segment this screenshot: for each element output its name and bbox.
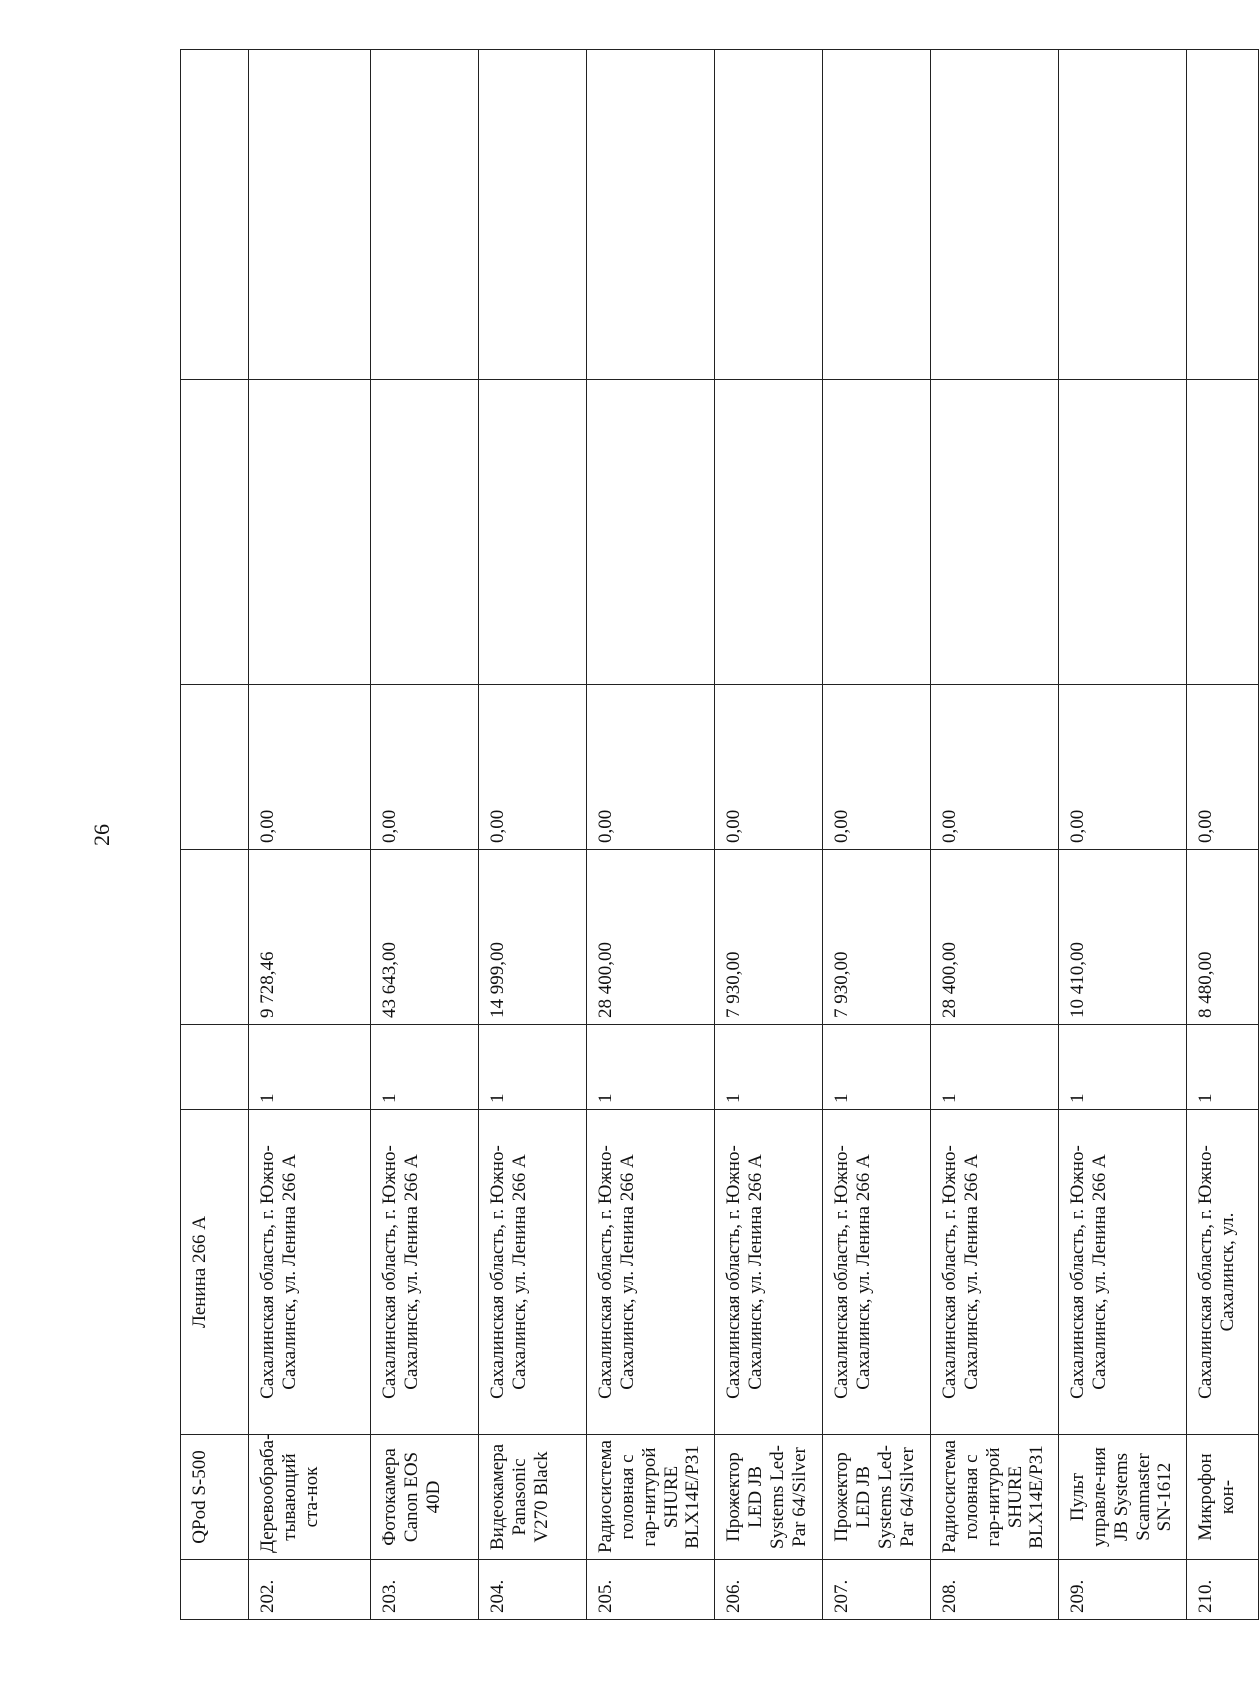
inventory-table	[180, 49, 1259, 1620]
cell-extra-1	[371, 380, 479, 685]
cell-extra-2	[249, 50, 371, 380]
cell-quantity: 1	[249, 1025, 371, 1110]
cell-depreciation	[181, 685, 249, 850]
cell-number: 206.	[715, 1560, 823, 1620]
cell-depreciation: 0,00	[715, 685, 823, 850]
cell-number: 210.	[1187, 1560, 1259, 1620]
cell-address: Сахалинская область, г. Южно-Сахалинск, ул.	[1187, 1110, 1259, 1435]
cell-extra-1	[479, 380, 587, 685]
table-row	[587, 50, 715, 1620]
cell-extra-2	[931, 50, 1059, 380]
cell-address: Сахалинская область, г. Южно-Сахалинск, ул. Ленина 266 А	[715, 1110, 823, 1435]
cell-value: 10 410,00	[1059, 850, 1187, 1025]
cell-quantity: 1	[1187, 1025, 1259, 1110]
cell-extra-2	[181, 50, 249, 380]
cell-address: Сахалинская область, г. Южно-Сахалинск, ул. Ленина 266 А	[823, 1110, 931, 1435]
cell-value: 28 400,00	[931, 850, 1059, 1025]
cell-depreciation: 0,00	[587, 685, 715, 850]
cell-name: Прожектор LED JB Systems Led-Par 64/Silver	[823, 1435, 931, 1560]
cell-name: Видеокамера Panasonic V270 Black	[479, 1435, 587, 1560]
page-number: 26	[89, 824, 114, 846]
cell-quantity: 1	[587, 1025, 715, 1110]
cell-number: 208.	[931, 1560, 1059, 1620]
cell-address: Сахалинская область, г. Южно-Сахалинск, ул. Ленина 266 А	[249, 1110, 371, 1435]
cell-extra-1	[1187, 380, 1259, 685]
cell-quantity: 1	[479, 1025, 587, 1110]
cell-depreciation: 0,00	[931, 685, 1059, 850]
table-row	[181, 50, 249, 1620]
cell-name: QPod S-500	[181, 1435, 249, 1560]
cell-address: Сахалинская область, г. Южно-Сахалинск, ул. Ленина 266 А	[587, 1110, 715, 1435]
table-row	[1059, 50, 1187, 1620]
cell-extra-1	[931, 380, 1059, 685]
cell-depreciation: 0,00	[249, 685, 371, 850]
cell-number: 209.	[1059, 1560, 1187, 1620]
table-row	[715, 50, 823, 1620]
cell-extra-2	[1059, 50, 1187, 380]
cell-extra-1	[715, 380, 823, 685]
cell-name: Радиосистема головная с гар-нитурой SHURE BLX14E/P31	[931, 1435, 1059, 1560]
cell-number	[181, 1560, 249, 1620]
cell-value: 43 643,00	[371, 850, 479, 1025]
cell-quantity: 1	[1059, 1025, 1187, 1110]
cell-address: Ленина 266 А	[181, 1110, 249, 1435]
table-row	[931, 50, 1059, 1620]
cell-number: 207.	[823, 1560, 931, 1620]
cell-value: 9 728,46	[249, 850, 371, 1025]
cell-depreciation: 0,00	[1187, 685, 1259, 850]
cell-address: Сахалинская область, г. Южно-Сахалинск, ул. Ленина 266 А	[931, 1110, 1059, 1435]
cell-extra-2	[371, 50, 479, 380]
table-row	[479, 50, 587, 1620]
cell-quantity: 1	[715, 1025, 823, 1110]
cell-depreciation: 0,00	[823, 685, 931, 850]
cell-value: 7 930,00	[715, 850, 823, 1025]
table-row	[371, 50, 479, 1620]
cell-depreciation: 0,00	[479, 685, 587, 850]
cell-number: 203.	[371, 1560, 479, 1620]
cell-value: 7 930,00	[823, 850, 931, 1025]
cell-extra-1	[587, 380, 715, 685]
cell-depreciation: 0,00	[1059, 685, 1187, 850]
cell-name: Радиосистема головная с гар-нитурой SHURE BLX14E/P31	[587, 1435, 715, 1560]
cell-quantity	[181, 1025, 249, 1110]
cell-quantity: 1	[823, 1025, 931, 1110]
cell-value: 14 999,00	[479, 850, 587, 1025]
cell-extra-1	[823, 380, 931, 685]
cell-quantity: 1	[931, 1025, 1059, 1110]
cell-extra-2	[587, 50, 715, 380]
cell-extra-1	[181, 380, 249, 685]
table-row	[1187, 50, 1259, 1620]
cell-extra-1	[249, 380, 371, 685]
cell-name: Прожектор LED JB Systems Led-Par 64/Silver	[715, 1435, 823, 1560]
rotated-page-content	[180, 50, 1258, 1620]
cell-number: 204.	[479, 1560, 587, 1620]
cell-extra-1	[1059, 380, 1187, 685]
cell-name: Деревообраба-тывающий ста-нок	[249, 1435, 371, 1560]
cell-extra-2	[1187, 50, 1259, 380]
cell-name: Пульт управле-ния JB Systems Scanmaster SN-1612	[1059, 1435, 1187, 1560]
cell-number: 202.	[249, 1560, 371, 1620]
cell-value: 28 400,00	[587, 850, 715, 1025]
table-row	[249, 50, 371, 1620]
cell-address: Сахалинская область, г. Южно-Сахалинск, ул. Ленина 266 А	[371, 1110, 479, 1435]
cell-extra-2	[715, 50, 823, 380]
cell-extra-2	[479, 50, 587, 380]
cell-name: Микрофон кон-	[1187, 1435, 1259, 1560]
table-row	[823, 50, 931, 1620]
cell-depreciation: 0,00	[371, 685, 479, 850]
cell-name: Фотокамера Canon EOS 40D	[371, 1435, 479, 1560]
cell-quantity: 1	[371, 1025, 479, 1110]
cell-value: 8 480,00	[1187, 850, 1259, 1025]
cell-value	[181, 850, 249, 1025]
cell-number: 205.	[587, 1560, 715, 1620]
cell-address: Сахалинская область, г. Южно-Сахалинск, ул. Ленина 266 А	[479, 1110, 587, 1435]
cell-extra-2	[823, 50, 931, 380]
cell-address: Сахалинская область, г. Южно-Сахалинск, ул. Ленина 266 А	[1059, 1110, 1187, 1435]
